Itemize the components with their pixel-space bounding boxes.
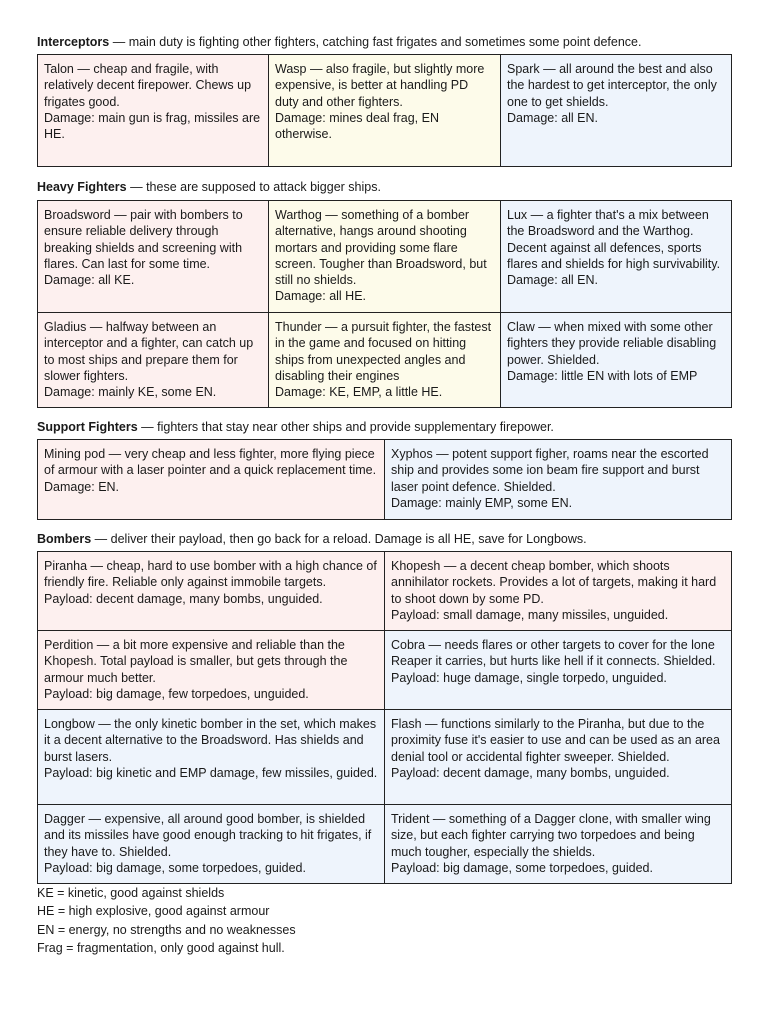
table-row xyxy=(38,440,732,520)
table-row xyxy=(38,201,732,313)
bomber-description: Trident — something of a Dagger clone, with smaller wing size, but each fighter carrying two torpedoes and being much tougher, especially the shields. xyxy=(391,812,711,859)
table-row xyxy=(38,805,732,884)
bomber-description: Flash — functions similarly to the Piranha, but due to the proximity fuse it's easier to use and can be used as an area denial tool or accidental fighter sweeper. Shielded. xyxy=(391,717,720,764)
fighter-description: Spark — all around the best and also the hardest to get interceptor, the only one to get shields. xyxy=(507,62,717,109)
section-description: — fighters that stay near other ships and provide supplementary firepower. xyxy=(137,420,554,434)
support-fighters-table xyxy=(37,439,732,520)
fighter-cell-thunder xyxy=(269,313,501,408)
fighter-damage: Damage: mainly EMP, some EN. xyxy=(391,495,573,510)
section-heading-interceptors xyxy=(37,35,641,49)
bomber-description: Longbow — the only kinetic bomber in the set, which makes it a decent alternative to the Broadsword. Has shields and burst lasers. xyxy=(44,717,377,764)
legend-item-en: EN = energy, no strengths and no weaknesses xyxy=(37,922,296,937)
section-heading-bombers xyxy=(37,532,587,546)
section-title: Interceptors xyxy=(37,35,110,49)
fighter-cell-spark xyxy=(501,55,732,167)
bomber-payload: Payload: big damage, few torpedoes, unguided. xyxy=(44,686,309,701)
bomber-payload: Payload: decent damage, many bombs, unguided. xyxy=(391,765,670,780)
bomber-cell-cobra xyxy=(385,631,732,710)
section-heading-support-fighters xyxy=(37,420,554,434)
fighter-description: Talon — cheap and fragile, with relatively decent firepower. Chews up frigates good. xyxy=(44,62,252,109)
section-heading-heavy-fighters xyxy=(37,180,381,194)
bomber-cell-trident xyxy=(385,805,732,884)
bomber-cell-longbow xyxy=(38,710,385,805)
bomber-description: Dagger — expensive, all around good bomber, is shielded and its missiles have good enough tracking to hit frigates, if they have to. Shielded. xyxy=(44,812,372,859)
interceptors-table xyxy=(37,54,732,167)
bomber-payload: Payload: decent damage, many bombs, unguided. xyxy=(44,591,323,606)
legend-item-frag: Frag = fragmentation, only good against hull. xyxy=(37,940,285,955)
bomber-description: Perdition — a bit more expensive and reliable than the Khopesh. Total payload is smaller, but gets through the armour much better. xyxy=(44,638,348,685)
heavy-fighters-table xyxy=(37,200,732,408)
fighter-cell-lux xyxy=(501,201,732,313)
fighter-damage: Damage: little EN with lots of EMP xyxy=(507,368,698,383)
fighter-cell-mining-pod xyxy=(38,440,385,520)
fighter-cell-claw xyxy=(501,313,732,408)
bomber-cell-khopesh xyxy=(385,552,732,631)
fighter-description: Xyphos — potent support figher, roams near the escorted ship and provides some ion beam fire support and burst laser point defence. Shielded. xyxy=(391,447,709,494)
bomber-cell-dagger xyxy=(38,805,385,884)
fighter-description: Mining pod — very cheap and less fighter, more flying piece of armour with a laser pointer and a quick replacement time. xyxy=(44,447,377,478)
legend-item-he: HE = high explosive, good against armour xyxy=(37,904,270,919)
fighter-damage: Damage: mainly KE, some EN. xyxy=(44,385,217,400)
fighter-damage: Damage: all EN. xyxy=(507,273,599,288)
table-row xyxy=(38,313,732,408)
fighter-cell-warthog xyxy=(269,201,501,313)
table-row xyxy=(38,710,732,805)
table-row xyxy=(38,552,732,631)
fighter-damage: Damage: mines deal frag, EN otherwise. xyxy=(275,110,439,142)
fighter-description: Warthog — something of a bomber alternative, hangs around shooting mortars and providing some flare screen. Tougher than Broadsword, but still no shields. xyxy=(275,208,487,288)
fighter-description: Claw — when mixed with some other fighters they provide reliable disabling power. Shielded. xyxy=(507,320,717,367)
legend-item-ke: KE = kinetic, good against shields xyxy=(37,886,225,900)
section-title: Heavy Fighters xyxy=(37,180,127,194)
fighter-damage: Damage: all KE. xyxy=(44,273,135,288)
bomber-cell-perdition xyxy=(38,631,385,710)
bomber-cell-flash xyxy=(385,710,732,805)
fighter-cell-broadsword xyxy=(38,201,269,313)
bomber-description: Cobra — needs flares or other targets to cover for the lone Reaper it carries, but hurts like hell if it connects. Shielded. xyxy=(391,638,716,669)
section-description: — deliver their payload, then go back for a reload. Damage is all HE, save for Longbows. xyxy=(91,532,587,546)
table-row xyxy=(38,55,732,167)
fighter-description: Gladius — halfway between an interceptor and a fighter, can catch up to most ships and prepare them for slower fighters. xyxy=(44,320,254,383)
bomber-payload: Payload: big damage, some torpedoes, guided. xyxy=(44,860,306,875)
fighter-damage: Damage: all EN. xyxy=(507,110,599,125)
bomber-payload: Payload: big kinetic and EMP damage, few missiles, guided. xyxy=(44,765,378,780)
section-title: Support Fighters xyxy=(37,420,138,434)
section-title: Bombers xyxy=(37,532,92,546)
fighter-cell-gladius xyxy=(38,313,269,408)
fighter-cell-wasp xyxy=(269,55,501,167)
fighter-cell-xyphos xyxy=(385,440,732,520)
fighter-description: Wasp — also fragile, but slightly more expensive, is better at handling PD duty and other fighters. xyxy=(275,62,485,109)
damage-type-legend xyxy=(37,884,296,957)
bomber-description: Piranha — cheap, hard to use bomber with a high chance of friendly fire. Reliable only against immobile targets. xyxy=(44,559,377,590)
bomber-payload: Payload: huge damage, single torpedo, unguided. xyxy=(391,670,667,685)
fighter-damage: Damage: KE, EMP, a little HE. xyxy=(275,385,443,400)
bomber-description: Khopesh — a decent cheap bomber, which shoots annihilator rockets. Provides a lot of targets, making it hard to shoot down by some PD. xyxy=(391,559,717,606)
bomber-payload: Payload: big damage, some torpedoes, guided. xyxy=(391,860,653,875)
fighter-damage: Damage: all HE. xyxy=(275,289,367,304)
fighter-damage: Damage: main gun is frag, missiles are HE. xyxy=(44,110,261,142)
section-description: — these are supposed to attack bigger ships. xyxy=(126,180,381,194)
bombers-table xyxy=(37,551,732,884)
bomber-payload: Payload: small damage, many missiles, unguided. xyxy=(391,607,669,622)
section-description: — main duty is fighting other fighters, catching fast frigates and sometimes some point defence. xyxy=(109,35,642,49)
fighter-description: Broadsword — pair with bombers to ensure reliable delivery through breaking shields and screening with flares. Can last for some time. xyxy=(44,208,243,271)
table-row xyxy=(38,631,732,710)
fighter-description: Thunder — a pursuit fighter, the fastest in the game and focused on hitting ships from unexpected angles and disabling their engines xyxy=(275,320,492,383)
bomber-cell-piranha xyxy=(38,552,385,631)
fighter-cell-talon xyxy=(38,55,269,167)
fighter-description: Lux — a fighter that's a mix between the Broadsword and the Warthog. Decent against all defences, sports flares and shields for high survivability. xyxy=(507,208,721,271)
fighter-damage: Damage: EN. xyxy=(44,479,120,494)
